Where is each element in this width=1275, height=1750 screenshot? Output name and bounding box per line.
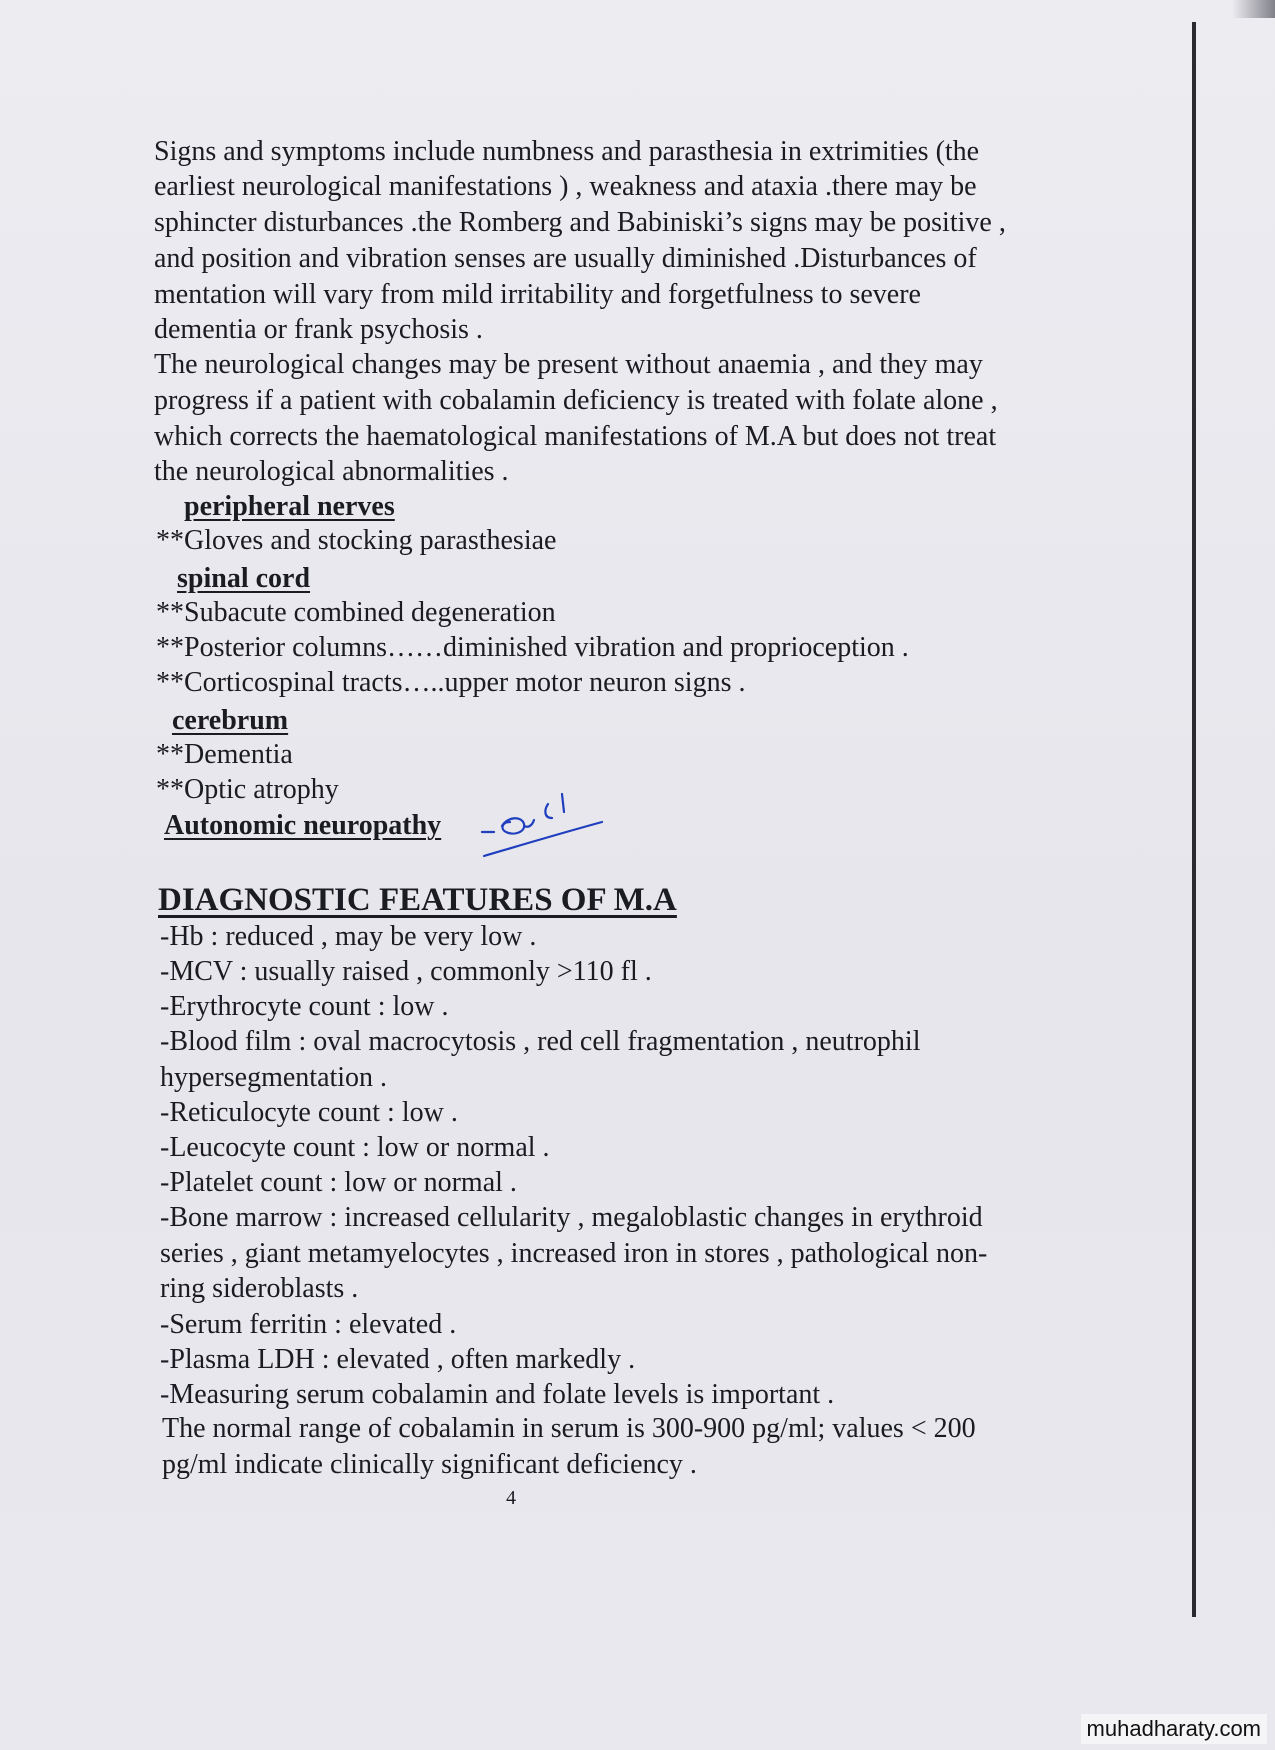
- list-item: hypersegmentation .: [160, 1062, 388, 1093]
- list-item: **Posterior columns……diminished vibration and proprioception .: [156, 632, 909, 663]
- text-line: The neurological changes may be present without anaemia , and they may: [154, 349, 983, 380]
- handwritten-note: [478, 782, 608, 858]
- text-line: the neurological abnormalities .: [154, 456, 509, 487]
- list-item: **Optic atrophy: [156, 774, 339, 805]
- list-item: -Erythrocyte count : low .: [160, 991, 449, 1022]
- list-item: -Hb : reduced , may be very low .: [160, 921, 537, 952]
- text-line: mentation will vary from mild irritability and forgetfulness to severe: [154, 279, 921, 310]
- text-line: Signs and symptoms include numbness and parasthesia in extrimities (the: [154, 136, 980, 167]
- page-number: 4: [506, 1487, 516, 1509]
- site-watermark: muhadharaty.com: [1081, 1714, 1267, 1744]
- list-item: -MCV : usually raised , commonly >110 fl .: [160, 956, 652, 987]
- list-item: -Bone marrow : increased cellularity , megaloblastic changes in erythroid: [160, 1202, 983, 1233]
- list-item: **Corticospinal tracts…..upper motor neuron signs .: [156, 667, 746, 698]
- list-item: **Dementia: [156, 739, 293, 770]
- list-item: -Platelet count : low or normal .: [160, 1167, 517, 1198]
- text-line: earliest neurological manifestations ) , weakness and ataxia .there may be: [154, 171, 977, 202]
- list-item: **Gloves and stocking parasthesiae: [156, 525, 557, 556]
- scan-corner-shadow: [1232, 0, 1275, 18]
- list-item: -Serum ferritin : elevated .: [160, 1309, 457, 1340]
- list-item: -Reticulocyte count : low .: [160, 1097, 458, 1128]
- text-line: which corrects the haematological manifestations of M.A but does not treat: [154, 421, 997, 452]
- list-item: -Measuring serum cobalamin and folate levels is important .: [160, 1379, 835, 1410]
- text-line: dementia or frank psychosis .: [154, 314, 483, 345]
- text-line: progress if a patient with cobalamin deficiency is treated with folate alone ,: [154, 385, 998, 416]
- list-item: -Leucocyte count : low or normal .: [160, 1132, 550, 1163]
- list-item: **Subacute combined degeneration: [156, 597, 556, 628]
- list-item: pg/ml indicate clinically significant deficiency .: [162, 1449, 697, 1480]
- text-line: and position and vibration senses are usually diminished .Disturbances of: [154, 243, 977, 274]
- list-item: series , giant metamyelocytes , increased iron in stores , pathological non-: [160, 1238, 988, 1269]
- list-item: ring sideroblasts .: [160, 1273, 359, 1304]
- list-item: The normal range of cobalamin in serum is 300-900 pg/ml; values < 200: [162, 1413, 976, 1444]
- list-item: -Plasma LDH : elevated , often markedly .: [160, 1344, 636, 1375]
- heading-autonomic-neuropathy: Autonomic neuropathy: [164, 810, 442, 841]
- margin-rule: [1192, 22, 1196, 1617]
- list-item: -Blood film : oval macrocytosis , red cell fragmentation , neutrophil: [160, 1026, 921, 1057]
- heading-spinal-cord: spinal cord: [177, 563, 311, 594]
- heading-diagnostic-features: DIAGNOSTIC FEATURES OF M.A: [158, 882, 677, 918]
- heading-cerebrum: cerebrum: [172, 705, 289, 736]
- heading-peripheral-nerves: peripheral nerves: [184, 491, 395, 522]
- text-line: sphincter disturbances .the Romberg and Babiniski’s signs may be positive ,: [154, 207, 1006, 238]
